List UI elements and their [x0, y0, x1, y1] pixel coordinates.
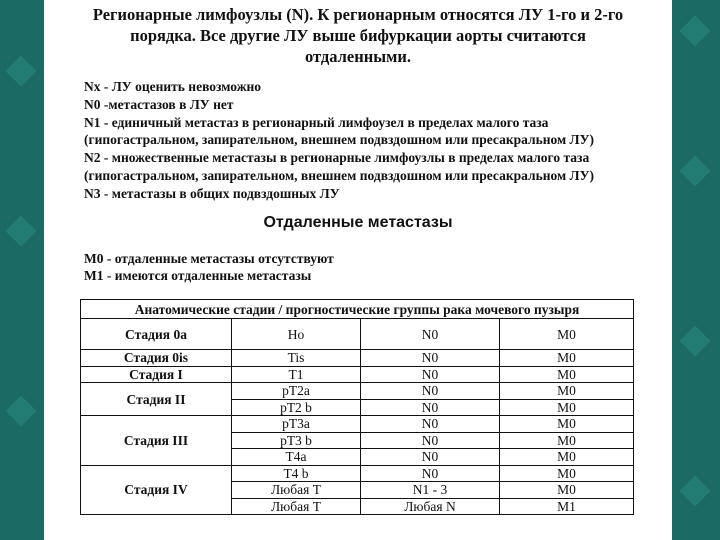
stages-table	[80, 299, 634, 515]
table-row	[81, 416, 634, 433]
m-cell: M0	[500, 366, 634, 383]
stage-cell: Стадия I	[81, 366, 232, 383]
definition-line: N1 - единичный метастаз в регионарный лимфоузел в пределах малого таза	[84, 114, 549, 130]
t-cell: Любая T	[232, 482, 361, 499]
m-cell: M0	[500, 383, 634, 400]
right-decorative-band	[672, 0, 720, 540]
m-cell: M0	[500, 482, 634, 499]
table-row	[81, 366, 634, 383]
t-cell: pT2 b	[232, 399, 361, 416]
table-header-row	[81, 300, 634, 319]
decor-diamond	[5, 55, 36, 86]
decor-diamond	[679, 155, 710, 186]
definition-line: M0 - отдаленные метастазы отсутствуют	[84, 251, 334, 266]
stage-cell: Стадия 0is	[81, 350, 232, 367]
n-cell: N0	[361, 465, 500, 482]
m-cell: M0	[500, 465, 634, 482]
t-cell: pT3 b	[232, 432, 361, 449]
n-cell: N0	[361, 432, 500, 449]
table-row	[81, 319, 634, 350]
definition-line: N3 - метастазы в общих подвздошных ЛУ	[84, 185, 340, 201]
slide-page	[44, 0, 672, 540]
t-cell: Любая T	[232, 498, 361, 515]
n-cell: N0	[361, 383, 500, 400]
t-cell: T1	[232, 366, 361, 383]
t-cell: pT2a	[232, 383, 361, 400]
definition-line: (гипогастральном, запирательном, внешнем подвздошном или пресакральном ЛУ)	[84, 132, 595, 148]
t-cell: pT3a	[232, 416, 361, 433]
n-definitions	[84, 78, 644, 203]
stage-cell: Стадия 0a	[81, 319, 232, 350]
page-heading: Регионарные лимфоузлы (N). К регионарным относятся ЛУ 1-го и 2-го порядка. Все другие ЛУ выше бифуркации аорты считаются отдаленными.	[92, 5, 624, 66]
m-cell: M0	[500, 432, 634, 449]
t-cell: Tis	[232, 350, 361, 367]
decor-diamond	[679, 15, 710, 46]
definition-line: N2 - множественные метастазы в регионарные лимфоузлы в пределах малого таза	[84, 150, 590, 166]
definition-line: M1 - имеются отдаленные метастазы	[84, 267, 312, 283]
decor-diamond	[679, 475, 710, 506]
definition-line: N0 -метастазов в ЛУ нет	[84, 96, 234, 112]
n-cell: N0	[361, 319, 500, 350]
m-definitions	[84, 251, 644, 284]
t-cell: T4 b	[232, 465, 361, 482]
m-cell: M0	[500, 399, 634, 416]
table-title: Анатомические стадии / прогностические группы рака мочевого пузыря	[81, 300, 634, 319]
stage-cell: Стадия IV	[81, 465, 232, 515]
n-cell: N0	[361, 350, 500, 367]
t-cell: T4a	[232, 449, 361, 466]
t-cell: Ho	[232, 319, 361, 350]
n-cell: N0	[361, 366, 500, 383]
decor-diamond	[5, 395, 36, 426]
table-row	[81, 350, 634, 367]
stage-cell: Стадия II	[81, 383, 232, 416]
m-cell: M0	[500, 449, 634, 466]
left-decorative-band	[0, 0, 44, 540]
n-cell: N0	[361, 416, 500, 433]
table-row	[81, 465, 634, 482]
definition-line: Nx - ЛУ оценить невозможно	[84, 79, 262, 94]
stage-cell: Стадия III	[81, 416, 232, 466]
m-cell: M0	[500, 350, 634, 367]
definition-line: (гипогастральном, запирательном, внешнем подвздошном или пресакральном ЛУ)	[84, 167, 595, 183]
n-cell: N0	[361, 399, 500, 416]
decor-diamond	[5, 215, 36, 246]
n-cell: N0	[361, 449, 500, 466]
metastasis-title: Отдаленные метастазы	[263, 214, 453, 231]
decor-diamond	[679, 325, 710, 356]
m-cell: M1	[500, 498, 634, 515]
m-cell: M0	[500, 416, 634, 433]
m-cell: M0	[500, 319, 634, 350]
table-row	[81, 383, 634, 400]
n-cell: Любая N	[361, 498, 500, 515]
n-cell: N1 - 3	[361, 482, 500, 499]
